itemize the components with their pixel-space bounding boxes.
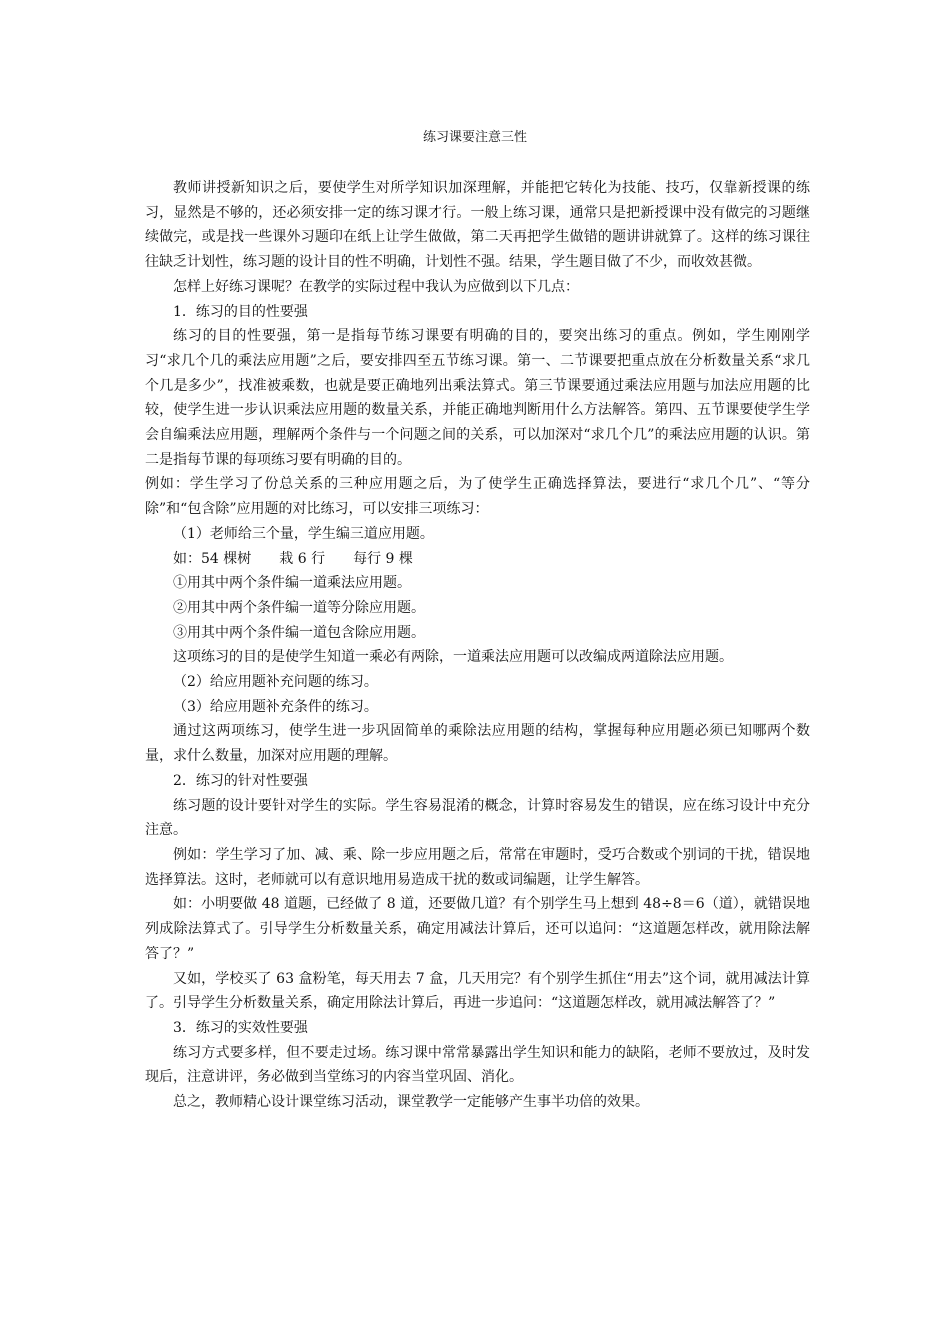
section-heading-2: 2．练习的针对性要强	[173, 772, 308, 789]
paragraph: 练习的目的性要强，第一是指每节练习课要有明确的目的，要突出练习的重点。例如，学生刚刚学习“求几个几的乘法应用题”之后，要安排四至五节练习课。第一、二节课要把重点放在分析数量关系“求几个几是多少”，找准被乘数，也就是要正确地列出乘法算式。第三节课要通过乘法应用题与加法应用题的比较，使学生进一步认识乘法应用题的数量关系，并能正确地判断用什么方法解答。第四、五节课要使学生学会自编乘法应用题，理解两个条件与一个问题之间的关系，可以加深对“求几个几”的乘法应用题的认识。第二是指每节课的每项练习要有明确的目的。	[145, 328, 810, 468]
list-item: （2）给应用题补充问题的练习。	[173, 674, 378, 691]
paragraph-intro: 教师讲授新知识之后，要使学生对所学知识加深理解，并能把它转化为技能、技巧，仅靠新授课的练习，显然是不够的，还必须安排一定的练习课才行。一般上练习课，通常只是把新授课中没有做完的习题继续做完，或是找一些课外习题印在纸上让学生做做，第二天再把学生做错的题讲讲就算了。这样的练习课往往缺乏计划性，练习题的设计目的性不明确，计划性不强。结果，学生题目做了不少，而收效甚微。	[145, 180, 810, 271]
paragraph: 练习方式要多样，但不要走过场。练习课中常常暴露出学生知识和能力的缺陷，老师不要放过，及时发现后，注意讲评，务必做到当堂练习的内容当堂巩固、消化。	[145, 1044, 810, 1086]
paragraph-conclusion: 总之，教师精心设计课堂练习活动，课堂教学一定能够产生事半功倍的效果。	[173, 1094, 649, 1111]
list-item: （3）给应用题补充条件的练习。	[173, 698, 378, 715]
section-heading-1: 1．练习的目的性要强	[173, 303, 308, 320]
paragraph: 如：小明要做 48 道题，已经做了 8 道，还要做几道？有个别学生马上想到 48÷8＝6（道），就错误地列成除法算式了。引导学生分析数量关系，确定用减法计算后，还可以追问：“这道题怎样改，就用除法解答了？”	[145, 896, 810, 962]
paragraph: 通过这两项练习，使学生进一步巩固简单的乘除法应用题的结构，掌握每种应用题必须已知哪两个数量，求什么数量，加深对应用题的理解。	[145, 723, 810, 765]
paragraph: 例如：学生学习了份总关系的三种应用题之后，为了使学生正确选择算法，要进行“求几个几”、“等分除”和“包含除”应用题的对比练习，可以安排三项练习：	[145, 476, 810, 518]
paragraph: 练习题的设计要针对学生的实际。学生容易混淆的概念，计算时容易发生的错误，应在练习设计中充分注意。	[145, 797, 810, 839]
paragraph: 这项练习的目的是使学生知道一乘必有两除，一道乘法应用题可以改编成两道除法应用题。	[173, 649, 733, 666]
document-body	[145, 176, 810, 1115]
paragraph: 例如：学生学习了加、减、乘、除一步应用题之后，常常在审题时，受巧合数或个别词的干扰，错误地选择算法。这时，老师就可以有意识地用易造成干扰的数或词编题，让学生解答。	[145, 846, 810, 888]
paragraph: 又如，学校买了 63 盒粉笔，每天用去 7 盒，几天用完？有个别学生抓住“用去”这个词，就用减法计算了。引导学生分析数量关系，确定用除法计算后，再进一步追问：“这道题怎样改，就用减法解答了？”	[145, 970, 810, 1012]
list-item: ③用其中两个条件编一道包含除应用题。	[173, 624, 425, 641]
list-item: ②用其中两个条件编一道等分除应用题。	[173, 599, 425, 616]
list-item: 如：54 棵树 栽 6 行 每行 9 棵	[173, 550, 413, 567]
list-item: ①用其中两个条件编一道乘法应用题。	[173, 575, 411, 592]
document-title: 练习课要注意三性	[422, 130, 527, 145]
list-item: （1）老师给三个量，学生编三道应用题。	[173, 525, 434, 542]
paragraph-question: 怎样上好练习课呢？在教学的实际过程中我认为应做到以下几点：	[173, 278, 579, 295]
section-heading-3: 3．练习的实效性要强	[173, 1019, 308, 1036]
